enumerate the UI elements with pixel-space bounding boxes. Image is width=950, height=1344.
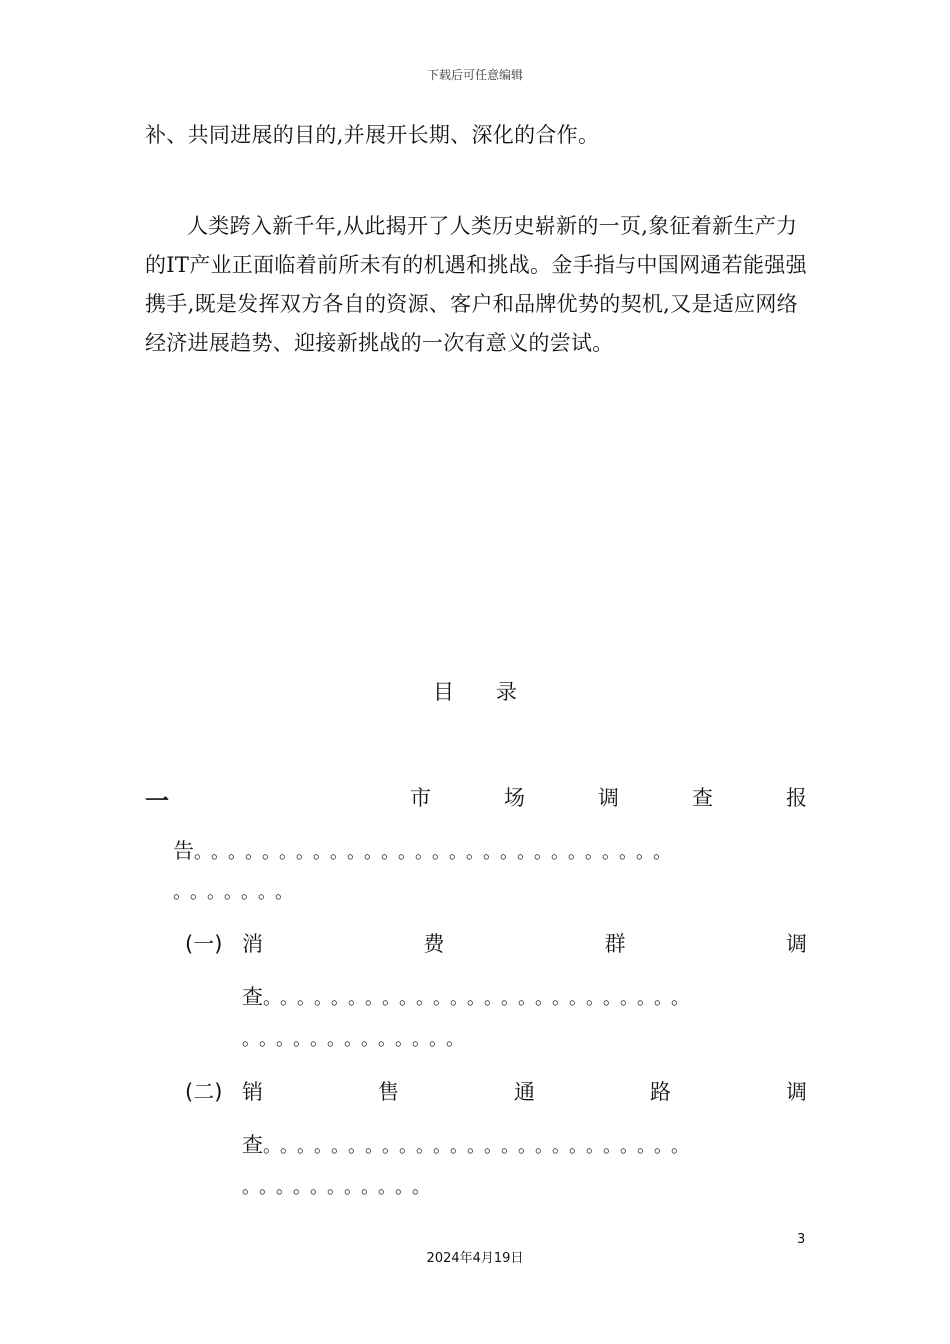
toc-item-leader-cont: 。。。。。。。 <box>173 882 301 903</box>
toc-char: 费 <box>423 932 445 956</box>
toc-subitem-leader: 查。。。。。。。。。。。。。。。。。。。。。。。。。 <box>242 1133 697 1157</box>
toc-char: 报 <box>786 786 807 810</box>
toc-item-number: 一 <box>145 787 169 815</box>
toc-subitem-leader-cont: 。。。。。。。。。。。 <box>242 1177 438 1198</box>
toc-char: 调 <box>786 1080 807 1104</box>
toc-subitem-leader: 查。。。。。。。。。。。。。。。。。。。。。。。。。 <box>242 985 697 1009</box>
toc-item-title[interactable] <box>410 782 807 812</box>
toc-char: 通 <box>514 1080 535 1104</box>
paragraph-body: 人类跨入新千年,从此揭开了人类历史崭新的一页,象征着新生产力的IT产业正面临着前所未有的机遇和挑战。金手指与中国网通若能强强携手,既是发挥双方各自的资源、客户和品牌优势的契机,又是适应网络经济进展趋势、迎接新挑战的一次有意义的尝试。 <box>145 214 807 355</box>
toc-char: 场 <box>504 786 525 810</box>
paragraph-continued: 补、共同进展的目的,并展开长期、深化的合作。 <box>145 123 600 147</box>
toc-char: 调 <box>598 786 619 810</box>
footer-date: 2024年4月19日 <box>426 1251 524 1266</box>
toc-char: 市 <box>410 786 431 810</box>
toc-char: 群 <box>604 932 626 956</box>
toc-subitem-number: (二) <box>185 1080 223 1104</box>
toc-item-leader: 告。。。。。。。。。。。。。。。。。。。。。。。。。。。。 <box>173 839 679 863</box>
page-header: 下载后可任意编辑 <box>426 68 523 82</box>
toc-char: 路 <box>650 1080 671 1104</box>
toc-char: 销 <box>242 1080 263 1104</box>
toc-subitem-title[interactable] <box>242 1076 807 1106</box>
toc-char: 调 <box>785 932 807 956</box>
page-number: 3 <box>797 1232 806 1247</box>
toc-char: 查 <box>692 786 713 810</box>
toc-char: 售 <box>378 1080 399 1104</box>
toc-subitem-number: (一) <box>185 932 223 956</box>
toc-subitem-title[interactable] <box>242 928 807 958</box>
toc-subitem-leader-cont: 。。。。。。。。。。。。。 <box>242 1029 472 1050</box>
toc-title: 目录 <box>433 680 559 704</box>
toc-char: 消 <box>242 932 263 956</box>
